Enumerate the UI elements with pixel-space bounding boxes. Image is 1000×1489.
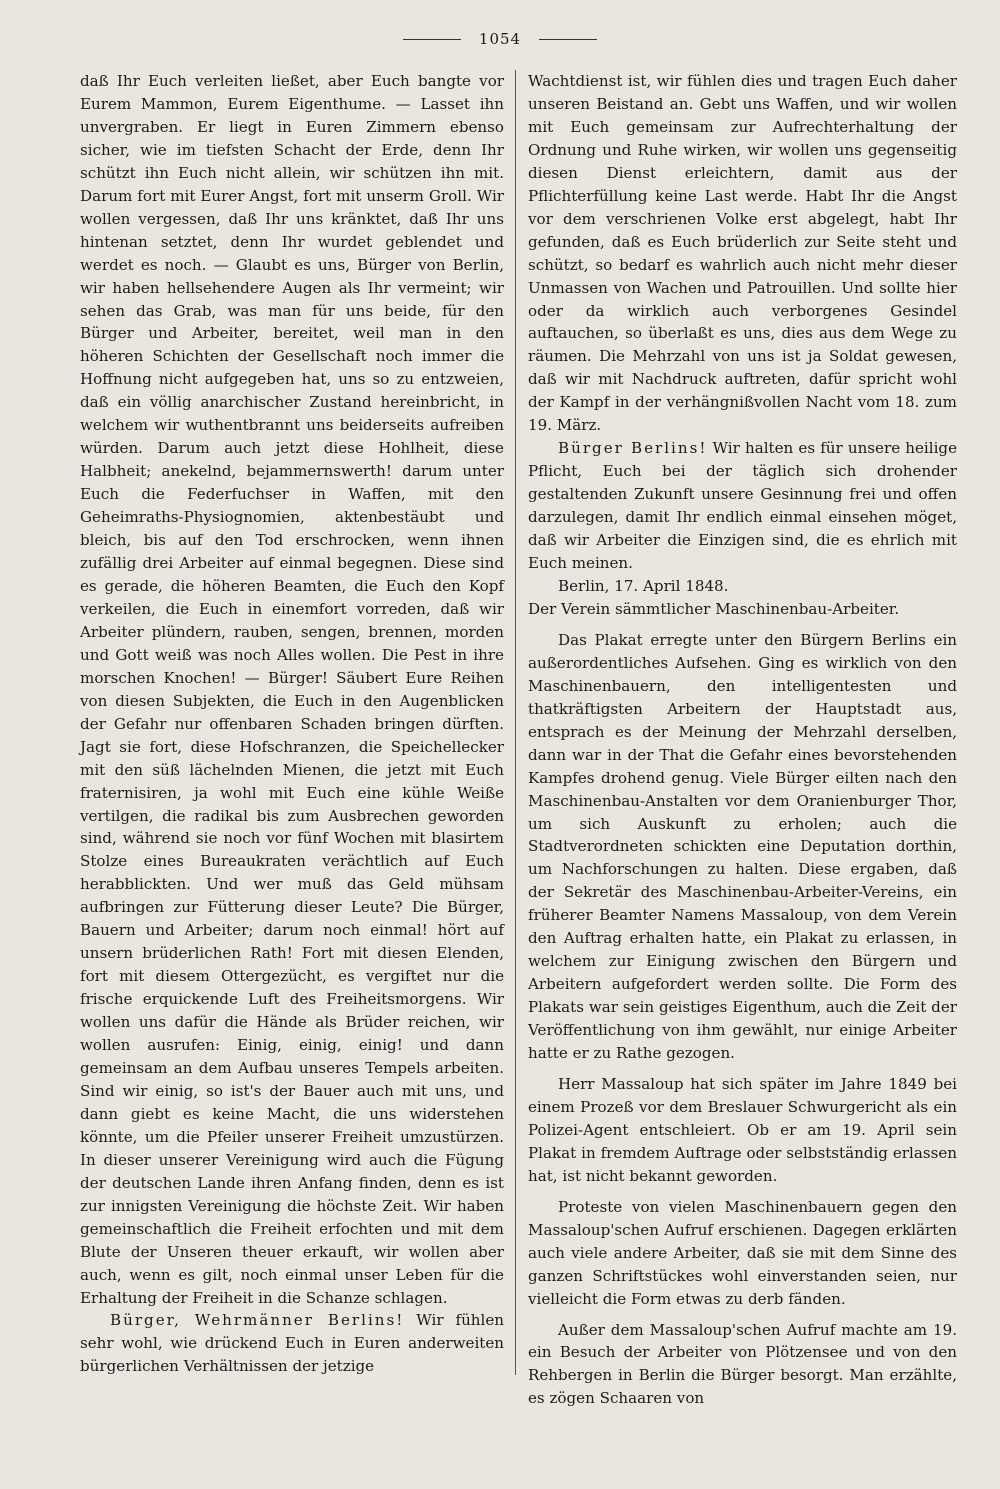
signature-line: Der Verein sämmtlicher Maschinenbau-Arbeiter. (528, 599, 900, 618)
right-paragraph-5: Proteste von vielen Maschinenbauern gegen den Massaloup'schen Aufruf erschienen. Dagegen erklärten auch viele andere Arbeiter, daß sie mit dem Sinne des ganzen Schriftstückes wohl einverstanden seien, nur vielleicht die Form etwas zu derb fänden. (528, 1197, 957, 1308)
page-header (0, 30, 1000, 48)
right-paragraph-4: Herr Massaloup hat sich später im Jahre 1849 bei einem Prozeß vor dem Breslauer Schwurgericht als ein Polizei-Agent entschleiert. Ob er am 19. April sein Plakat in fremdem Auftrage oder selbstständig erlassen hat, ist nicht bekannt geworden. (528, 1074, 957, 1185)
column-divider (515, 70, 516, 1375)
right-paragraph-3: Das Plakat erregte unter den Bürgern Berlins ein außerordentliches Aufsehen. Ging es wirklich von den Maschinenbauern, den intelligentesten und thatkräftigsten Arbeitern der Hauptstadt aus, entsprach es der Meinung der Mehrzahl derselben, dann war in der That die Gefahr eines bevorstehenden Kampfes drohend genug. Viele Bürger eilten nach den Maschinenbau-Anstalten vor dem Oranienburger Thor, um sich Auskunft zu erholen; auch die Stadtverordneten schickten eine Deputation dorthin, um Nachforschungen zu halten. Diese ergaben, daß der Sekretär des Maschinenbau-Arbeiter-Vereins, ein früherer Beamter Namens Massaloup, von dem Verein den Auftrag erhalten hatte, ein Plakat zu erlassen, in welchem zur Einigung zwischen den Bürgern und Arbeitern aufgefordert werden sollte. Die Form des Plakats war sein geistiges Eigenthum, auch die Zeit der Veröffentlichung von ihm gewählt, nur einige Arbeiter hatte er zu Rathe gezogen. (528, 630, 957, 1063)
header-rule-left (403, 39, 461, 40)
left-paragraph-2 (80, 1309, 504, 1378)
header-rule-right (539, 39, 597, 40)
left-paragraph-1: daß Ihr Euch verleiten ließet, aber Euch bangte vor Eurem Mammon, Eurem Eigenthume. — Lasset ihn unvergraben. Er liegt in Euren Zimmern ebenso sicher, wie im tiefsten Schacht der Erde, denn Ihr schützt ihn Euch nicht allein, wir schützen ihn mit. Darum fort mit Eurer Angst, fort mit unserm Groll. Wir wollen vergessen, daß Ihr uns kränktet, daß Ihr uns hintenan setztet, denn Ihr wurdet geblendet und werdet es noch. — Glaubt es uns, Bürger von Berlin, wir haben hellsehendere Augen als Ihr vermeint; wir sehen das Grab, was man für uns beide, für den Bürger und Arbeiter, bereitet, weil man in den höheren Schichten der Gesellschaft noch immer die Hoffnung nicht aufgegeben hat, uns so zu entzweien, daß ein völlig anarchischer Zustand hereinbricht, in welchem wir wuthentbrannt uns beiderseits aufreiben würden. Darum auch jetzt diese Hohlheit, diese Halbheit; anekelnd, bejammernswerth! darum unter Euch die Federfuchser in Waffen, mit den Geheimraths-Physiognomien, aktenbestäubt und bleich, bis auf den Tod erschrocken, wenn ihnen zufällig drei Arbeiter auf einmal begegnen. Diese sind es gerade, die höheren Beamten, die Euch den Kopf verkeilen, die Euch in einemfort vorreden, daß wir Arbeiter plündern, rauben, sengen, brennen, morden und Gott weiß was noch Alles wollen. Die Pest in ihre morschen Knochen! — Bürger! Säubert Eure Reihen von diesen Subjekten, die Euch in den Augenblicken der Gefahr nur offenbaren Schaden bringen dürften. Jagt sie fort, diese Hofschranzen, die Speichellecker mit den süß lächelnden Mienen, die jetzt mit Euch fraternisiren, ja wohl mit Euch eine kühle Weiße vertilgen, die radikal bis zum Ausbrechen geworden sind, während sie noch vor fünf Wochen mit blasirtem Stolze eines Bureaukraten verächtlich auf Euch herabblickten. Und wer muß das Geld mühsam aufbringen zur Fütterung dieser Leute? Die Bürger, Bauern und Arbeiter; darum noch einmal! hört auf unsern brüderlichen Rath! Fort mit diesen Elenden, fort mit diesem Ottergezücht, es vergiftet nur die frische erquickende Luft des Freiheitsmorgens. Wir wollen uns dafür die Hände als Brüder reichen, wir wollen ausrufen: Einig, einig, einig! und dann gemeinsam an dem Aufbau unseres Tempels arbeiten. Sind wir einig, so ist's der Bauer auch mit uns, und dann giebt es keine Macht, die uns widerstehen könnte, um die Pfeiler unserer Freiheit umzustürzen. In dieser unserer Vereinigung wird auch die Fügung der deutschen Lande ihren Anfang finden, denn es ist zur innigsten Vereinigung die höchste Zeit. Wir haben gemeinschaftlich die Freiheit erfochten und mit dem Blute der Unseren theuer erkauft, wir wollen aber auch, wenn es gilt, noch einmal unser Leben für die Erhaltung der Freiheit in die Schanze schlagen. (80, 72, 504, 1307)
date-line: Berlin, 17. April 1848. (558, 576, 729, 595)
right-column (528, 70, 957, 1410)
left-column (80, 70, 504, 1378)
left-paragraph-2-text: Wir fühlen sehr wohl, wie drückend Euch in Euren anderweiten bürgerlichen Verhältnissen der jetzige (80, 1311, 504, 1376)
page-number: 1054 (478, 30, 522, 48)
right-paragraph-6: Außer dem Massaloup'schen Aufruf machte am 19. ein Besuch der Arbeiter von Plötzensee und von den Rehbergen in Berlin die Bürger besorgt. Man erzählte, es zögen Schaaren von (528, 1320, 957, 1408)
left-paragraph-2-lead: Bürger, Wehrmänner Berlins! (110, 1311, 405, 1330)
right-paragraph-2-lead: Bürger Berlins! (558, 439, 708, 458)
right-paragraph-2 (528, 437, 957, 575)
right-paragraph-1: Wachtdienst ist, wir fühlen dies und tragen Euch daher unseren Beistand an. Gebt uns Waffen, und wir wollen mit Euch gemeinsam zur Aufrechterhaltung der Ordnung und Ruhe wirken, wir wollen uns gegenseitig diesen Dienst erleichtern, damit aus der Pflichterfüllung keine Last werde. Habt Ihr die Angst vor dem verschrienen Volke erst abgelegt, habt Ihr gefunden, daß es Euch brüderlich zur Seite steht und schützt, so bedarf es wahrlich auch nicht mehr dieser Unmassen von Wachen und Patrouillen. Und sollte hier oder da wirklich auch verborgenes Gesindel auftauchen, so überlaßt es uns, dies aus dem Wege zu räumen. Die Mehrzahl von uns ist ja Soldat gewesen, daß wir mit Nachdruck auftreten, dafür spricht wohl der Kampf in der verhängnißvollen Nacht vom 18. zum 19. März. (528, 72, 957, 435)
right-paragraph-2-text: Wir halten es für unsere heilige Pflicht, Euch bei der täglich sich drohender gestaltenden Zukunft unsere Gesinnung frei und offen darzulegen, damit Ihr endlich einmal einsehen möget, daß wir Arbeiter die Einzigen sind, die es ehrlich mit Euch meinen. (528, 439, 957, 573)
